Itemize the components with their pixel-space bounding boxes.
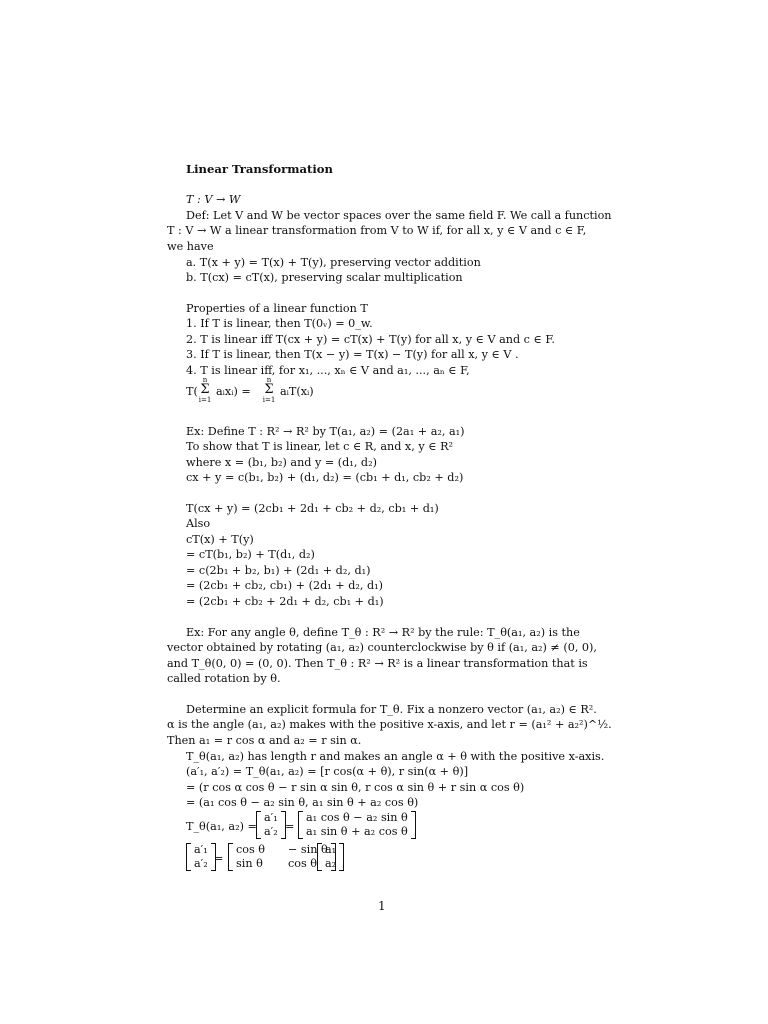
rotation-m21: sin θ — [236, 857, 263, 870]
derivation-line-5: (a′₁, a′₂) = T_θ(a₁, a₂) = [r cos(α + θ), r sin(α + θ)] — [186, 765, 469, 778]
matrix-eq2-v2: a′₂ — [194, 857, 208, 870]
sigma-left: Σ — [200, 382, 210, 397]
matrix-eq1-lhs: T_θ(a₁, a₂) = — [186, 820, 257, 833]
input-vector — [317, 843, 344, 871]
example-1-line-1: Ex: Define T : R² → R² by T(a₁, a₂) = (2a₁ + a₂, a₁) — [186, 425, 465, 438]
input-a2: a₂ — [325, 857, 337, 870]
mapping-line: T : V → W — [186, 193, 241, 206]
matrix-eq1-result — [298, 811, 416, 839]
matrix-eq1-vector — [256, 811, 286, 839]
condition-b: b. T(cx) = cT(x), preserving scalar multiplication — [186, 271, 463, 284]
sigma-right: Σ — [264, 382, 274, 397]
derivation-line-4: T_θ(a₁, a₂) has length r and makes an angle α + θ with the positive x-axis. — [186, 750, 605, 763]
matrix-eq1-v1: a′₁ — [264, 811, 278, 824]
matrix-eq1-m2: a₁ sin θ + a₂ cos θ — [306, 825, 408, 838]
matrix-eq1-equals: = — [285, 820, 295, 833]
example-1-line-6: Also — [186, 517, 211, 530]
page-number: 1 — [378, 899, 386, 913]
example-2-line-4: called rotation by θ. — [167, 672, 281, 685]
example-2-line-1: Ex: For any angle θ, define T_θ : R² → R² by the rule: T_θ(a₁, a₂) is the — [186, 626, 580, 639]
example-1-line-2: To show that T is linear, let c ∈ R, and x, y ∈ R² — [186, 440, 453, 453]
derivation-line-1: Determine an explicit formula for T_θ. Fix a nonzero vector (a₁, a₂) ∈ R². — [186, 703, 597, 716]
derivation-line-3: Then a₁ = r cos α and a₂ = r sin α. — [167, 734, 362, 747]
rotation-m22: cos θ — [288, 857, 318, 870]
section-title: Linear Transformation — [186, 162, 333, 176]
definition-line-2: T : V → W a linear transformation from V to W if, for all x, y ∈ V and c ∈ F, — [167, 224, 587, 237]
sum-symbol-right — [262, 376, 276, 404]
matrix-eq2-vector — [186, 843, 216, 871]
matrix-eq2-v1: a′₁ — [194, 843, 208, 856]
sum-symbol-left — [198, 376, 212, 404]
example-1-line-5: T(cx + y) = (2cb₁ + 2d₁ + cb₂ + d₂, cb₁ + d₁) — [186, 502, 439, 515]
input-a1: a₁ — [325, 843, 337, 856]
sum-top-right: n — [266, 376, 272, 384]
example-1-line-4: cx + y = c(b₁, b₂) + (d₁, d₂) = (cb₁ + d₁, cb₂ + d₂) — [186, 471, 464, 484]
property-2: 2. T is linear iff T(cx + y) = cT(x) + T(y) for all x, y ∈ V and c ∈ F. — [186, 333, 555, 346]
derivation-line-7: = (a₁ cos θ − a₂ sin θ, a₁ sin θ + a₂ cos θ) — [186, 796, 419, 809]
matrix-eq1-m1: a₁ cos θ − a₂ sin θ — [306, 811, 408, 824]
property-4: 4. T is linear iff, for x₁, ..., xₙ ∈ V and a₁, ..., aₙ ∈ F, — [186, 364, 470, 377]
sum-top-left: n — [202, 376, 208, 384]
example-2-line-3: and T_θ(0, 0) = (0, 0). Then T_θ : R² → R² is a linear transformation that is — [167, 657, 588, 670]
example-1-line-11: = (2cb₁ + cb₂ + 2d₁ + d₂, cb₁ + d₁) — [186, 595, 384, 608]
example-1-line-8: = cT(b₁, b₂) + T(d₁, d₂) — [186, 548, 315, 561]
example-1-line-7: cT(x) + T(y) — [186, 533, 254, 546]
sum-rhs-body: aᵢT(xᵢ) — [280, 385, 314, 398]
example-1-line-9: = c(2b₁ + b₂, b₁) + (2d₁ + d₂, d₁) — [186, 564, 371, 577]
property-1: 1. If T is linear, then T(0ᵥ) = 0_w. — [186, 317, 373, 330]
matrix-eq1-v2: a′₂ — [264, 825, 278, 838]
derivation-line-2: α is the angle (a₁, a₂) makes with the positive x-axis, and let r = (a₁² + a₂²)^½. — [167, 718, 612, 731]
definition-line-1: Def: Let V and W be vector spaces over the same field F. We call a function — [186, 209, 612, 222]
property-3: 3. If T is linear, then T(x − y) = T(x) − T(y) for all x, y ∈ V . — [186, 348, 519, 361]
derivation-line-6: = (r cos α cos θ − r sin α sin θ, r cos α sin θ + r sin α cos θ) — [186, 781, 525, 794]
sum-bottom-right: i=1 — [262, 396, 276, 404]
matrix-eq2-equals: = — [214, 852, 224, 865]
sum-lhs-prefix: T( — [186, 385, 198, 398]
definition-line-3: we have — [167, 240, 214, 253]
sum-bottom-left: i=1 — [198, 396, 212, 404]
sum-lhs-body: aᵢxᵢ) = — [216, 385, 251, 398]
example-2-line-2: vector obtained by rotating (a₁, a₂) counterclockwise by θ if (a₁, a₂) ≠ (0, 0), — [167, 641, 597, 654]
condition-a: a. T(x + y) = T(x) + T(y), preserving vector addition — [186, 256, 481, 269]
example-1-line-10: = (2cb₁ + cb₂, cb₁) + (2d₁ + d₂, d₁) — [186, 579, 383, 592]
rotation-m11: cos θ — [236, 843, 266, 856]
example-1-line-3: where x = (b₁, b₂) and y = (d₁, d₂) — [186, 456, 377, 469]
rotation-m12: − sin θ — [288, 843, 328, 856]
properties-heading: Properties of a linear function T — [186, 302, 368, 315]
